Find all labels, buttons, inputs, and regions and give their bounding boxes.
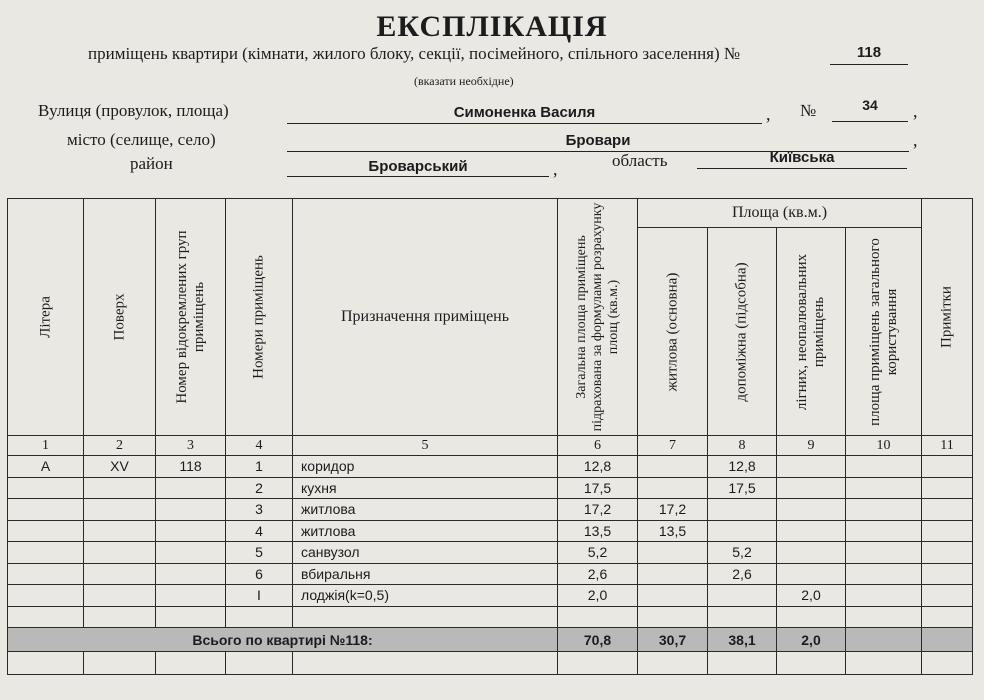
header-room-numbers: Номери приміщень: [226, 199, 293, 436]
street-comma: ,: [766, 104, 771, 124]
table-row: [8, 456, 973, 478]
cell-common: [846, 520, 922, 542]
col-number: 6: [558, 436, 638, 456]
col-number: 8: [708, 436, 777, 456]
cell-purpose: вбиральня: [293, 563, 558, 585]
total-aux: 38,1: [708, 628, 777, 652]
cell-litera: [8, 477, 84, 499]
col-number: 4: [226, 436, 293, 456]
cell-total: 17,5: [558, 477, 638, 499]
cell-living: [638, 542, 708, 564]
table-row-empty: [8, 652, 973, 675]
district-label: район: [130, 154, 173, 173]
cell-total: 13,5: [558, 520, 638, 542]
header-group-number: Номер відокремлених груп приміщень: [156, 199, 226, 436]
cell-aux: [708, 520, 777, 542]
cell-common: [846, 499, 922, 521]
cell-purpose: житлова: [293, 499, 558, 521]
header-living-area: житлова (основна): [638, 228, 708, 436]
cell-living: 13,5: [638, 520, 708, 542]
total-summer: 2,0: [777, 628, 846, 652]
building-number-underline: [832, 121, 908, 122]
table-row: [8, 477, 973, 499]
cell-litera: [8, 520, 84, 542]
cell-litera: [8, 499, 84, 521]
cell-common: [846, 456, 922, 478]
cell-group: [156, 542, 226, 564]
cell-summer: [777, 499, 846, 521]
cell-litera: [8, 542, 84, 564]
cell-notes: [922, 456, 973, 478]
city-label: місто (селище, село): [67, 130, 216, 149]
table-row-empty: [8, 606, 973, 628]
cell-litera: [8, 563, 84, 585]
cell-aux: 5,2: [708, 542, 777, 564]
cell-summer: [777, 520, 846, 542]
cell-summer: [777, 563, 846, 585]
header-area-group: Площа (кв.м.): [638, 199, 922, 228]
cell-aux: [708, 499, 777, 521]
cell-group: [156, 585, 226, 607]
building-comma: ,: [913, 101, 918, 121]
cell-aux: 17,5: [708, 477, 777, 499]
table-row: [8, 563, 973, 585]
district-underline: [287, 176, 549, 177]
col-number: 5: [293, 436, 558, 456]
apartment-number-underline: [830, 64, 908, 65]
cell-common: [846, 563, 922, 585]
document-subtitle: приміщень квартири (кімнати, жилого блоку, секції, посімейного, спільного заселення) №: [88, 44, 741, 63]
explication-table: [7, 198, 973, 675]
cell-floor: [84, 585, 156, 607]
region-value: Київська: [769, 149, 835, 166]
cell-common: [846, 542, 922, 564]
city-comma: ,: [913, 130, 918, 150]
total-area: 70,8: [558, 628, 638, 652]
total-row: [8, 628, 973, 652]
street-underline: [287, 123, 762, 124]
col-number: 9: [777, 436, 846, 456]
table-row: [8, 520, 973, 542]
cell-aux: 12,8: [708, 456, 777, 478]
cell-notes: [922, 563, 973, 585]
cell-purpose: санвузол: [293, 542, 558, 564]
total-label: Всього по квартирі №118:: [8, 628, 558, 652]
col-number: 11: [922, 436, 973, 456]
district-value: Броварський: [368, 158, 468, 175]
cell-room-no: 1: [226, 456, 293, 478]
header-litera: Літера: [8, 199, 84, 436]
header-total-area: Загальна площа приміщень підрахована за формулами розрахунку площ (кв.м.): [558, 199, 638, 436]
table-row: [8, 499, 973, 521]
region-label: область: [612, 151, 668, 170]
table-row: [8, 542, 973, 564]
cell-litera: А: [8, 456, 84, 478]
total-common: [846, 628, 922, 652]
cell-floor: XV: [84, 456, 156, 478]
cell-notes: [922, 542, 973, 564]
district-comma: ,: [553, 159, 558, 179]
col-number: 10: [846, 436, 922, 456]
city-value: Бровари: [565, 132, 631, 149]
cell-total: 17,2: [558, 499, 638, 521]
cell-floor: [84, 563, 156, 585]
document-title: ЕКСПЛІКАЦІЯ: [376, 10, 608, 43]
cell-common: [846, 477, 922, 499]
street-label: Вулиця (провулок, площа): [38, 101, 229, 120]
cell-group: [156, 563, 226, 585]
cell-summer: 2,0: [777, 585, 846, 607]
cell-room-no: І: [226, 585, 293, 607]
col-number: 7: [638, 436, 708, 456]
cell-living: [638, 585, 708, 607]
street-value: Симоненка Василя: [453, 104, 596, 121]
cell-floor: [84, 542, 156, 564]
building-no-label: №: [800, 101, 817, 120]
cell-living: 17,2: [638, 499, 708, 521]
header-common-area: площа приміщень загального користування: [846, 228, 922, 436]
cell-floor: [84, 520, 156, 542]
cell-total: 2,6: [558, 563, 638, 585]
header-floor: Поверх: [84, 199, 156, 436]
hint-text: (вказати необхідне): [414, 74, 514, 88]
header-purpose: Призначення приміщень: [293, 199, 558, 436]
cell-common: [846, 585, 922, 607]
cell-purpose: коридор: [293, 456, 558, 478]
cell-room-no: 6: [226, 563, 293, 585]
building-number: 34: [862, 97, 878, 113]
header-summer-area: лігних, неопалювальних приміщень: [777, 228, 846, 436]
cell-notes: [922, 585, 973, 607]
column-numbers-row: [8, 436, 973, 456]
cell-room-no: 3: [226, 499, 293, 521]
col-number: 1: [8, 436, 84, 456]
cell-living: [638, 477, 708, 499]
header-aux-area: допоміжна (підсобна): [708, 228, 777, 436]
cell-living: [638, 456, 708, 478]
cell-summer: [777, 477, 846, 499]
cell-aux: [708, 585, 777, 607]
cell-total: 5,2: [558, 542, 638, 564]
col-number: 3: [156, 436, 226, 456]
cell-group: 118: [156, 456, 226, 478]
table-row: [8, 585, 973, 607]
cell-litera: [8, 585, 84, 607]
cell-purpose: лоджія(k=0,5): [293, 585, 558, 607]
cell-floor: [84, 499, 156, 521]
cell-total: 12,8: [558, 456, 638, 478]
cell-floor: [84, 477, 156, 499]
cell-notes: [922, 499, 973, 521]
cell-group: [156, 477, 226, 499]
header-notes: Примітки: [922, 199, 973, 436]
total-notes: [922, 628, 973, 652]
total-living: 30,7: [638, 628, 708, 652]
cell-purpose: житлова: [293, 520, 558, 542]
cell-summer: [777, 542, 846, 564]
cell-summer: [777, 456, 846, 478]
cell-aux: 2,6: [708, 563, 777, 585]
cell-group: [156, 499, 226, 521]
cell-total: 2,0: [558, 585, 638, 607]
cell-notes: [922, 477, 973, 499]
cell-living: [638, 563, 708, 585]
cell-group: [156, 520, 226, 542]
cell-room-no: 5: [226, 542, 293, 564]
cell-room-no: 2: [226, 477, 293, 499]
cell-purpose: кухня: [293, 477, 558, 499]
apartment-number: 118: [856, 44, 882, 61]
region-underline: [697, 168, 907, 169]
col-number: 2: [84, 436, 156, 456]
cell-notes: [922, 520, 973, 542]
cell-room-no: 4: [226, 520, 293, 542]
